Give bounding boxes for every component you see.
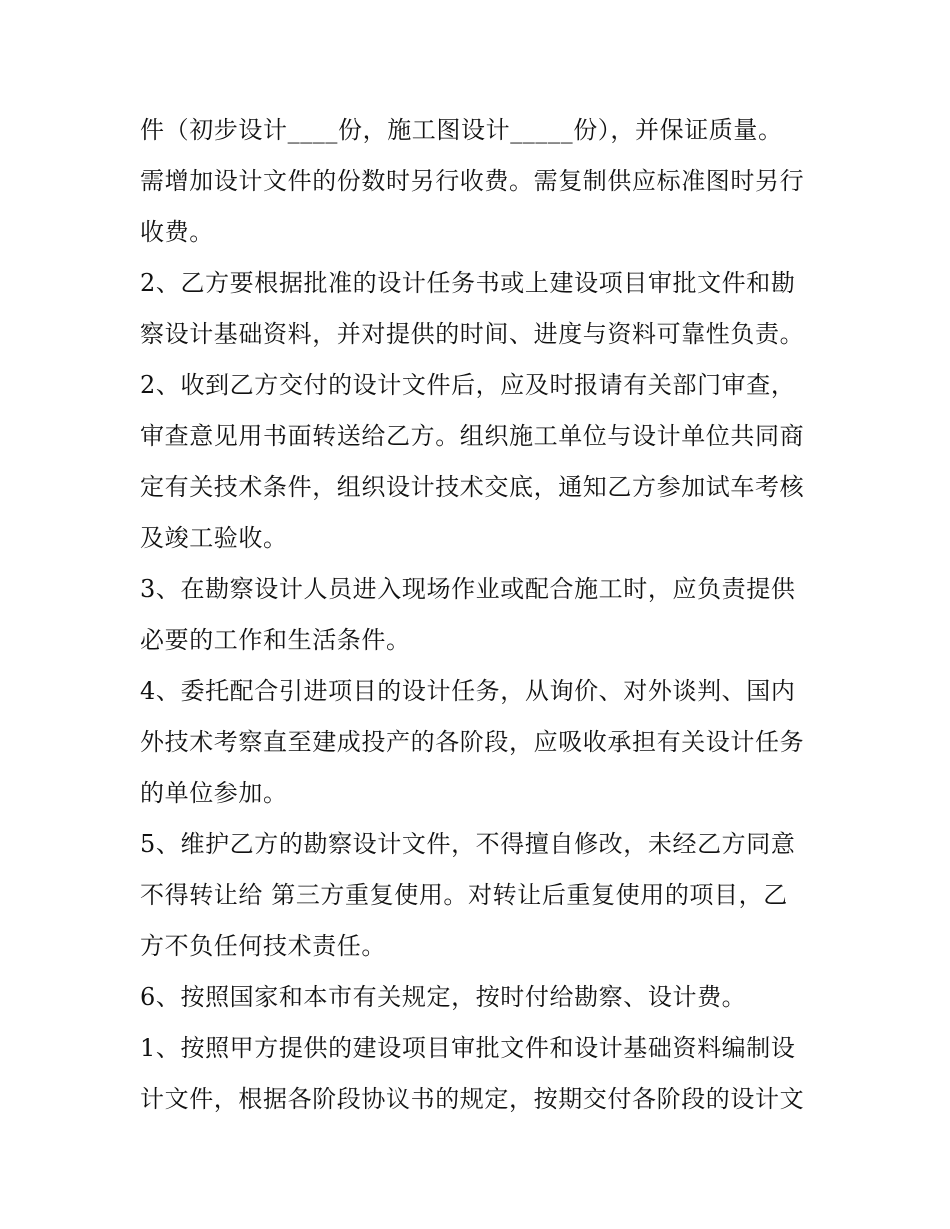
text-line: 件（初步设计____份，施工图设计_____份），并保证质量。 (140, 116, 783, 144)
text-line: 必要的工作和生活条件。 (140, 626, 411, 654)
text-line: 1、按照甲方提供的建设项目审批文件和设计基础资料编制设 (140, 1034, 796, 1062)
text-line: 定有关技术条件，组织设计技术交底，通知乙方参加试车考核 (140, 473, 805, 501)
text-line: 及竣工验收。 (140, 524, 288, 552)
text-line: 5、维护乙方的勘察设计文件，不得擅自修改，未经乙方同意 (140, 830, 796, 858)
text-line: 外技术考察直至建成投产的各阶段，应吸收承担有关设计任务 (140, 728, 805, 756)
text-line: 3、在勘察设计人员进入现场作业或配合施工时，应负责提供 (140, 575, 796, 603)
text-line: 6、按照国家和本市有关规定，按时付给勘察、设计费。 (140, 983, 747, 1011)
text-line: 的单位参加。 (140, 779, 288, 807)
text-line: 收费。 (140, 218, 214, 246)
text-line: 2、收到乙方交付的设计文件后，应及时报请有关部门审查， (140, 371, 796, 399)
text-line: 4、委托配合引进项目的设计任务，从询价、对外谈判、国内 (140, 677, 796, 705)
text-line: 审查意见用书面转送给乙方。组织施工单位与设计单位共同商 (140, 422, 805, 450)
text-line: 需增加设计文件的份数时另行收费。需复制供应标准图时另行 (140, 167, 805, 195)
text-line: 方不负任何技术责任。 (140, 932, 386, 960)
text-line: 计文件，根据各阶段协议书的规定，按期交付各阶段的设计文 (140, 1085, 805, 1113)
text-line: 察设计基础资料，并对提供的时间、进度与资料可靠性负责。 (140, 320, 805, 348)
text-line: 不得转让给 第三方重复使用。对转让后重复使用的项目，乙 (140, 881, 788, 909)
text-line: 2、乙方要根据批准的设计任务书或上建设项目审批文件和勘 (140, 269, 796, 297)
document-body (140, 105, 820, 1125)
